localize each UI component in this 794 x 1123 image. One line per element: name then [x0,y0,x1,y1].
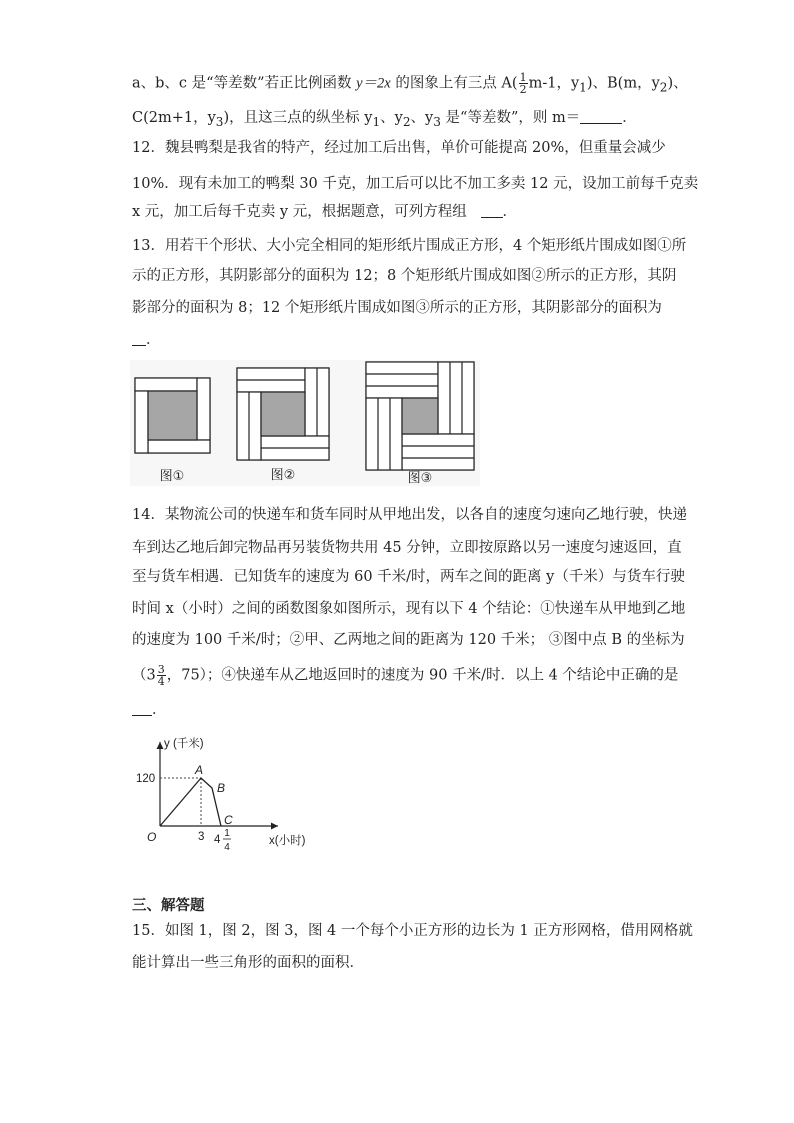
q14-distance-time-graph [128,730,318,862]
q14-line7: ． [132,700,167,720]
answer-blank[interactable] [481,203,503,218]
figure-1 [135,378,210,453]
figure-1-shaded-square [148,391,197,440]
figure-3-label: 图③ [407,470,433,485]
q13-line2: 示的正方形，其阴影部分的面积为 12；8 个矩形纸片围成如图②所示的正方形，其阴 [132,268,677,284]
figure-1-rect-right [197,378,210,440]
x-axis-label: x(小时) [269,835,306,847]
q14-line2: 车到达乙地后卸完物品再另装货物共用 45 分钟，立即按原路以另一速度匀速返回，直 [132,540,682,556]
answer-blank[interactable] [580,109,622,124]
figure-1-rect-bottom [148,440,210,453]
y-tick-120: 120 [136,773,156,785]
q13-line4: ． [132,330,161,350]
x-tick-frac-den: 4 [224,842,230,853]
figure-3-rect-right [438,362,474,434]
q12-line3: x 元，加工后每千克卖 y 元，根据题意，可列方程组 ． [132,204,518,220]
graph-polyline [160,778,221,826]
q13-line3: 影部分的面积为 8；12 个矩形纸片围成如图③所示的正方形，其阴影部分的面积为 [132,300,662,316]
figure-3-rect-left [366,398,402,470]
point-A-label: A [195,763,204,777]
answer-blank[interactable] [132,701,152,716]
q15-line2: 能计算出一些三角形的面积的面积． [132,955,364,971]
figure-3-rect-bottom [402,434,474,470]
figure-3-shaded-square [402,398,438,434]
x-tick-frac-num: 1 [224,828,230,839]
figure-3-rect-top [366,362,438,398]
q14-line1: 14．某物流公司的快递车和货车同时从甲地出发，以各自的速度匀速向乙地行驶，快递 [132,507,687,523]
fraction-three-quarters: $\frac{3}{4}$ [157,663,165,688]
q14-line3: 至与货车相遇．已知货车的速度为 60 千米/时，两车之间的距离 y（千米）与货车行驶 [132,569,685,585]
figure-3 [366,362,474,470]
q13-line1: 13．用若干个形状、大小完全相同的矩形纸片围成正方形，4 个矩形纸片围成如图①所 [132,238,687,254]
fraction-one-half: $\frac{1}{2}$ [519,71,527,96]
figure-2 [237,368,329,460]
q14-line4: 时间 x（小时）之间的函数图象如图所示，现有以下 4 个结论：①快递车从甲地到乙地 [132,601,686,617]
q12-line2: 10%．现有未加工的鸭梨 30 千克，加工后可以比不加工多卖 12 元，设加工前每千克卖 [132,176,699,192]
figure-1-label: 图① [159,468,185,483]
figure-1-rect-top [135,378,197,391]
q14-line6: （3 $\frac{3}{4}$ ，75）；④快递车从乙地返回时的速度为 90 千米/时．以上 4 个结论中正确的是 [132,663,679,688]
figure-1-rect-left [135,391,148,453]
figure-2-label: 图② [270,467,296,482]
x-tick-3: 3 [198,831,205,843]
q15-line1: 15．如图 1，图 2，图 3，图 4 一个每个小正方形的边长为 1 正方形网格，借用网格就 [132,923,693,939]
figure-2-shaded-square [261,392,305,436]
answer-blank[interactable] [132,331,146,346]
q11-line1: a、b、c 是“等差数”若正比例函数 y＝2x 的图象上有三点 A( $\frac{1}{2}$ m-1，$y_1$)、B(m，$y_2$)、 [132,71,688,96]
q11-line2: C(2m+1，$y_3$)，且这三点的纵坐标 $y_1$、$y_2$、$y_3$ 是“等差数”，则 m＝ ． [132,110,637,129]
point-C-label: C [224,813,233,827]
q12-line1: 12．魏县鸭梨是我省的特产，经过加工后出售，单价可能提高 20%，但重量会减少 [132,140,666,156]
q13-figures [130,360,480,486]
point-B-label: B [217,781,226,795]
x-tick-4: 4 [214,834,221,846]
section-heading: 三、解答题 [132,898,205,914]
origin-label: O [147,830,157,844]
q14-line5: 的速度为 100 千米/时；②甲、乙两地之间的距离为 120 千米； ③图中点 B 的坐标为 [132,632,685,648]
y-axis-label: y (千米) [164,738,204,750]
